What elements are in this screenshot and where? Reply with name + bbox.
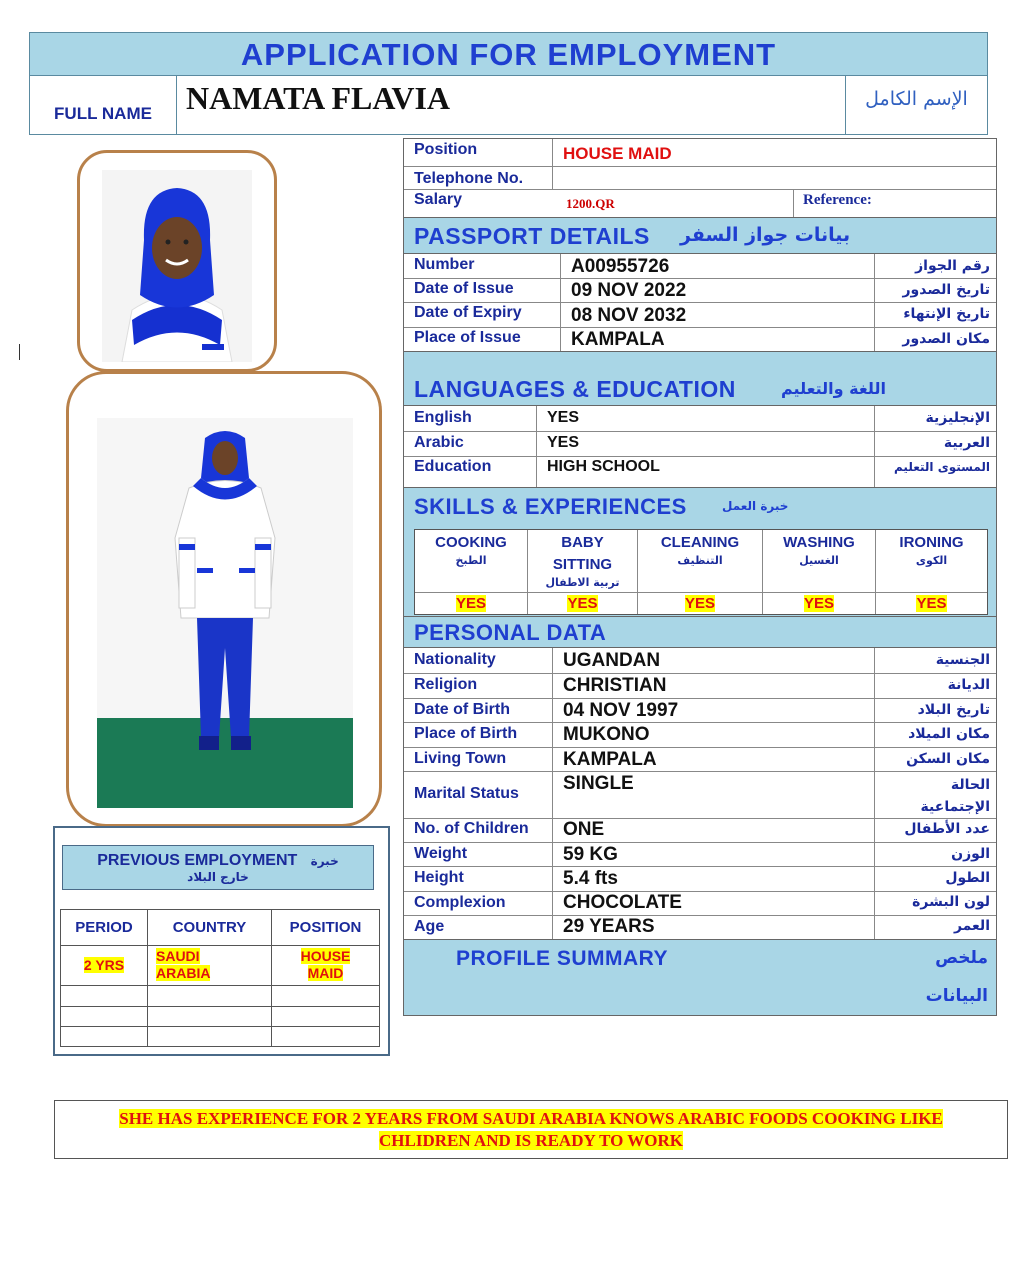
skill-cooking-ar: الطبخ [455, 554, 487, 567]
salary-value: 1200.QR [566, 196, 615, 211]
passport-label-issue-date: Date of Issue [414, 280, 514, 297]
job-info-table [403, 138, 997, 218]
lang-label-english: English [414, 409, 472, 426]
skill-ironing [876, 532, 987, 567]
pe-position-value-1: HOUSE [300, 948, 351, 964]
skill-washing-ar: الغسيل [799, 554, 839, 567]
skill-cleaning-ar: التنظيف [677, 554, 723, 567]
skill-cooking-name: COOKING [435, 534, 507, 551]
skill-cleaning-name: CLEANING [660, 534, 740, 551]
passport-value-place: KAMPALA [571, 329, 665, 350]
portrait-photo-frame [77, 150, 277, 372]
passport-ar-issue-date: تاريخ الصدور [902, 282, 990, 298]
pe-country-value-1: SAUDI [156, 948, 200, 964]
pe-period-value: 2 YRS [83, 957, 125, 973]
personal-ar-age: العمر [953, 918, 990, 934]
skills-title-ar: خبرة العمل [722, 499, 789, 513]
skill-baby-sitting-name: BABY SITTING [552, 534, 613, 573]
personal-label-children: No. of Children [414, 820, 529, 837]
full-body-photo-frame [66, 371, 382, 827]
pe-header-period: PERIOD [75, 919, 133, 936]
previous-employment-title-ar-1: خبرة [310, 854, 339, 868]
personal-value-religion: CHRISTIAN [563, 675, 667, 696]
passport-value-expiry-date: 08 NOV 2032 [571, 305, 687, 326]
passport-ar-expiry-date: تاريخ الإنتهاء [903, 306, 990, 322]
pe-country-value-2: ARABIA [156, 965, 211, 981]
lang-value-english: YES [547, 409, 580, 426]
personal-ar-nationality: الجنسية [935, 652, 990, 668]
languages-table [403, 406, 997, 488]
pe-header-position: POSITION [289, 919, 362, 936]
full-name-row [29, 76, 988, 135]
profile-summary-section [403, 940, 997, 1016]
personal-label-height: Height [414, 869, 464, 886]
languages-section-header [403, 352, 997, 406]
full-name-label: FULL NAME [30, 76, 177, 134]
personal-ar-marital: الحالة الإجتماعية [920, 777, 990, 815]
personal-ar-weight: الوزن [951, 846, 990, 862]
skills-section [403, 488, 997, 617]
personal-ar-complexion: لون البشرة [912, 894, 990, 910]
skill-washing [763, 532, 875, 567]
personal-value-age: 29 YEARS [563, 916, 655, 937]
personal-value-living-town: KAMPALA [563, 749, 657, 770]
personal-label-nationality: Nationality [414, 651, 496, 668]
personal-ar-dob: تاريخ البلاد [917, 702, 990, 718]
personal-ar-children: عدد الأطفال [904, 821, 990, 837]
skill-baby-sitting-value: YES [567, 595, 598, 612]
passport-table [403, 254, 997, 352]
profile-summary-title: PROFILE SUMMARY [456, 947, 669, 970]
full-name-arabic-label: الإسم الكامل [845, 76, 987, 134]
passport-label-number: Number [414, 256, 475, 273]
skill-baby-sitting [528, 532, 637, 589]
previous-employment-table [60, 909, 380, 1047]
form-title: APPLICATION FOR EMPLOYMENT [29, 32, 988, 76]
passport-label-place: Place of Issue [414, 329, 521, 346]
personal-value-complexion: CHOCOLATE [563, 892, 682, 913]
personal-ar-living-town: مكان السكن [906, 751, 990, 767]
pe-header-country: COUNTRY [172, 919, 247, 936]
previous-employment-title-ar-2: خارج البلاد [187, 870, 249, 884]
personal-value-children: ONE [563, 819, 605, 840]
telephone-label: Telephone No. [414, 170, 524, 187]
passport-ar-number: رقم الجواز [915, 258, 990, 274]
edu-label: Education [414, 458, 492, 475]
skill-cleaning [638, 532, 762, 567]
passport-ar-place: مكان الصدور [902, 331, 990, 347]
previous-employment-panel [53, 826, 390, 1056]
edu-value: HIGH SCHOOL [547, 458, 660, 475]
personal-value-pob: MUKONO [563, 724, 650, 745]
summary-note-line-2: CHLIDREN AND IS READY TO WORK [378, 1131, 684, 1150]
personal-label-dob: Date of Birth [414, 701, 510, 718]
profile-summary-title-ar-2: البيانات [925, 986, 988, 1006]
passport-section-header [403, 218, 997, 254]
summary-note-line-1: SHE HAS EXPERIENCE FOR 2 YEARS FROM SAUDI ARABIA KNOWS ARABIC FOODS COOKING LIKE [119, 1109, 943, 1128]
personal-title: PERSONAL DATA [414, 620, 607, 645]
edu-ar: المستوى التعليم [894, 460, 990, 474]
lang-value-arabic: YES [547, 434, 580, 451]
personal-value-marital: SINGLE [563, 773, 634, 794]
passport-label-expiry-date: Date of Expiry [414, 304, 522, 321]
skill-baby-sitting-ar: تربية الاطفال [545, 576, 620, 589]
previous-employment-header [62, 845, 374, 890]
full-name-value: NAMATA FLAVIA [186, 80, 451, 116]
pe-position-value-2: MAID [307, 965, 344, 981]
lang-ar-arabic: العربية [943, 435, 990, 451]
text-cursor-mark [19, 344, 20, 360]
reference-label: Reference: [803, 192, 872, 208]
skill-washing-name: WASHING [783, 534, 855, 551]
passport-title-ar: بيانات جواز السفر [680, 224, 851, 246]
languages-title: LANGUAGES & EDUCATION [414, 376, 736, 402]
lang-label-arabic: Arabic [414, 434, 464, 451]
full-body-photo [97, 418, 353, 808]
personal-value-dob: 04 NOV 1997 [563, 700, 679, 721]
passport-title: PASSPORT DETAILS [414, 223, 650, 249]
skill-washing-value: YES [803, 595, 834, 612]
skill-ironing-value: YES [916, 595, 947, 612]
personal-ar-height: الطول [945, 870, 990, 886]
skill-cleaning-value: YES [684, 595, 715, 612]
personal-label-age: Age [414, 918, 445, 935]
personal-value-height: 5.4 fts [563, 868, 618, 889]
personal-section-header [403, 617, 997, 648]
skill-ironing-name: IRONING [899, 534, 964, 551]
personal-label-religion: Religion [414, 676, 478, 693]
lang-ar-english: الإنجليزية [925, 410, 990, 426]
personal-value-nationality: UGANDAN [563, 650, 661, 671]
position-value: HOUSE MAID [563, 144, 672, 163]
portrait-photo [102, 170, 252, 362]
salary-label: Salary [414, 191, 463, 208]
languages-title-ar: اللغة والتعليم [781, 379, 886, 398]
personal-label-pob: Place of Birth [414, 725, 518, 742]
personal-label-complexion: Complexion [414, 894, 506, 911]
passport-value-issue-date: 09 NOV 2022 [571, 280, 687, 301]
passport-value-number: A00955726 [571, 256, 670, 277]
personal-value-weight: 59 KG [563, 844, 618, 865]
skill-ironing-ar: الكوى [915, 554, 948, 567]
skill-cooking-value: YES [455, 595, 486, 612]
personal-label-weight: Weight [414, 845, 468, 862]
position-label: Position [414, 141, 478, 158]
personal-label-marital: Marital Status [414, 785, 519, 802]
previous-employment-title: PREVIOUS EMPLOYMENT [97, 852, 298, 869]
summary-note-box [54, 1100, 1008, 1159]
skills-title: SKILLS & EXPERIENCES [414, 494, 687, 519]
personal-ar-religion: الديانة [947, 677, 990, 693]
personal-label-living-town: Living Town [414, 750, 507, 767]
personal-ar-pob: مكان الميلاد [908, 726, 990, 742]
skill-cooking [415, 532, 527, 567]
skills-grid [414, 529, 988, 615]
personal-table [403, 648, 997, 940]
profile-summary-title-ar-1: ملخص [935, 948, 988, 968]
